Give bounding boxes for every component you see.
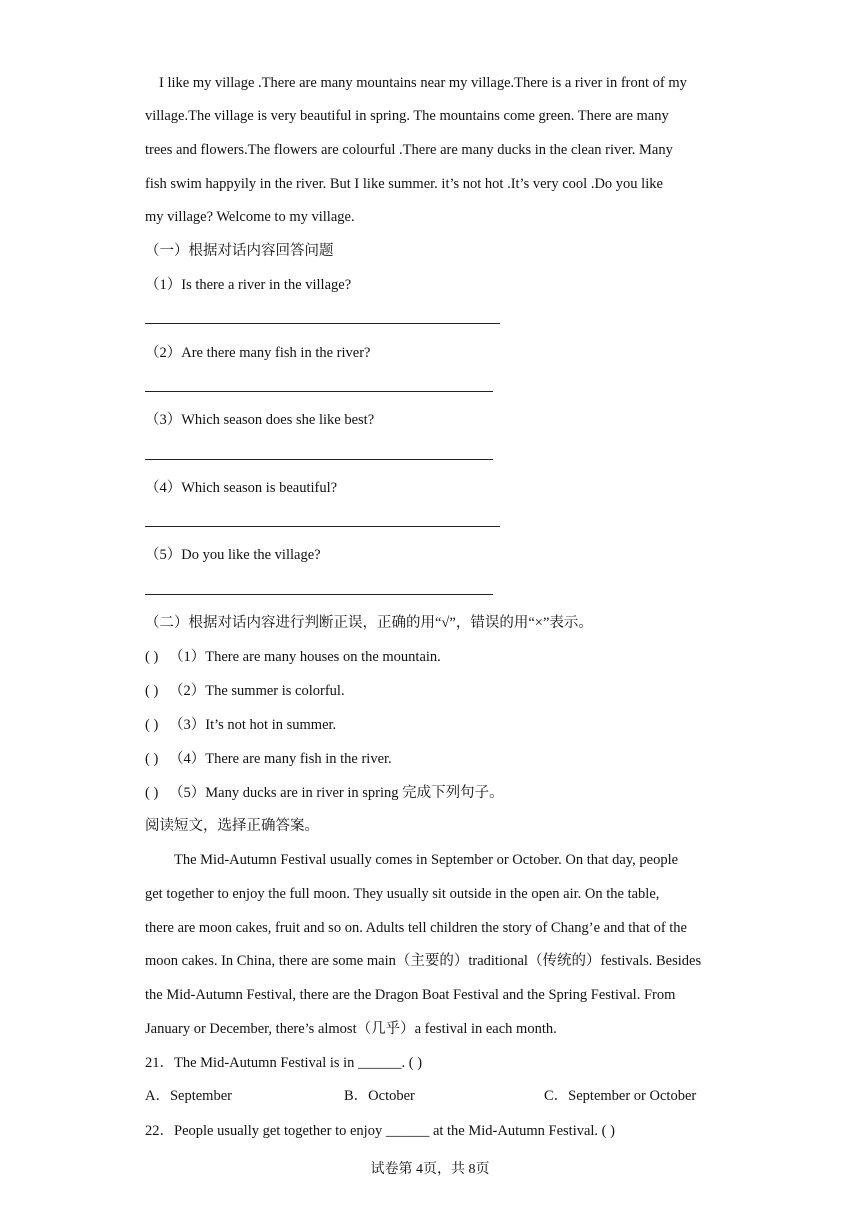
section2-heading: （二）根据对话内容进行判断正误，正确的用“√”，错误的用“×”表示。: [145, 615, 593, 631]
question-3: （3）Which season does she like best?: [145, 412, 375, 428]
judge-item-5: [145, 783, 504, 803]
judge-item-4: [145, 749, 392, 769]
passage1-line-4: fish swim happyily in the river. But I like summer. it’s not hot .It’s very cool .Do you like: [145, 176, 663, 192]
reading-line-2: get together to enjoy the full moon. They usually sit outside in the open air. On the table,: [145, 886, 660, 902]
q21-option-b[interactable]: B．October: [344, 1088, 415, 1104]
judge-item-1: [145, 647, 441, 667]
answer-line-5[interactable]: [145, 594, 493, 595]
question-21-stem: 21．The Mid-Autumn Festival is in ______. ( ): [145, 1055, 423, 1071]
question-1: （1）Is there a river in the village?: [145, 277, 352, 293]
question-22-stem: 22．People usually get together to enjoy ______ at the Mid-Autumn Festival. ( ): [145, 1123, 615, 1139]
judge-item-3: [145, 715, 336, 735]
passage1-line-3: trees and flowers.The flowers are colourful .There are many ducks in the clean river. Many: [145, 142, 673, 158]
answer-line-1[interactable]: [145, 323, 500, 324]
reading-instruction: 阅读短文，选择正确答案。: [145, 818, 319, 834]
answer-line-4[interactable]: [145, 526, 500, 527]
question-5: （5）Do you like the village?: [145, 547, 321, 563]
reading-line-1: The Mid-Autumn Festival usually comes in September or October. On that day, people: [174, 852, 679, 868]
reading-line-6: January or December, there’s almost（几乎）a festival in each month.: [145, 1021, 557, 1037]
passage1-line-1: I like my village .There are many mountains near my village.There is a river in front of my: [159, 75, 687, 91]
page-footer: 试卷第 4页，共 8页: [370, 1162, 490, 1177]
judge-text-3: （3）It’s not hot in summer.: [169, 717, 337, 733]
answer-line-2[interactable]: [145, 391, 493, 392]
passage1-line-2: village.The village is very beautiful in spring. The mountains come green. There are many: [145, 108, 669, 124]
question-4: （4）Which season is beautiful?: [145, 480, 338, 496]
judge-text-4: （4）There are many fish in the river.: [169, 751, 392, 767]
question-2: （2）Are there many fish in the river?: [145, 345, 371, 361]
q21-option-c[interactable]: C．September or October: [544, 1088, 697, 1104]
judge-paren-1[interactable]: ( ): [145, 649, 159, 665]
judge-paren-5[interactable]: ( ): [145, 785, 159, 801]
judge-item-2: [145, 681, 345, 701]
judge-text-2: （2）The summer is colorful.: [169, 683, 345, 699]
judge-text-1: （1）There are many houses on the mountain.: [169, 649, 441, 665]
answer-line-3[interactable]: [145, 459, 493, 460]
judge-text-5: （5）Many ducks are in river in spring 完成下列句子。: [169, 785, 504, 801]
judge-paren-2[interactable]: ( ): [145, 683, 159, 699]
reading-line-4: moon cakes. In China, there are some main（主要的）traditional（传统的）festivals. Besides: [145, 953, 702, 969]
judge-paren-3[interactable]: ( ): [145, 717, 159, 733]
judge-paren-4[interactable]: ( ): [145, 751, 159, 767]
reading-line-3: there are moon cakes, fruit and so on. Adults tell children the story of Chang’e and that of the: [145, 920, 687, 936]
section1-heading: （一）根据对话内容回答问题: [145, 243, 334, 259]
q21-option-a[interactable]: A．September: [145, 1088, 232, 1104]
passage1-line-5: my village? Welcome to my village.: [145, 209, 355, 225]
reading-line-5: the Mid-Autumn Festival, there are the Dragon Boat Festival and the Spring Festival. From: [145, 987, 676, 1003]
